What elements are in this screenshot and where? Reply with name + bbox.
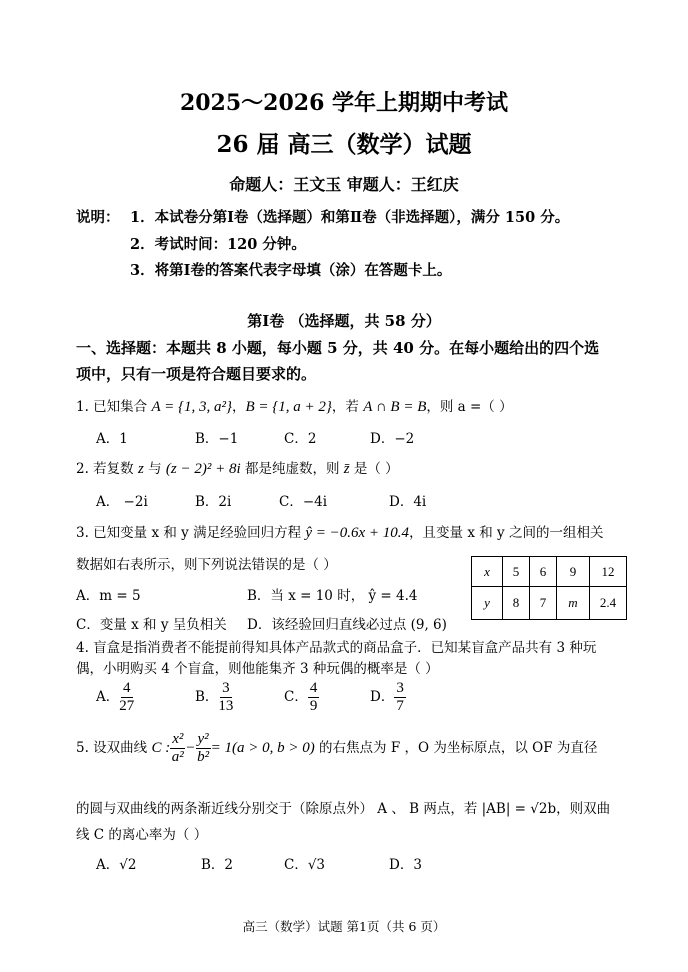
notes-label: 说明： [76,209,120,226]
question-4-line1: 4. 盲盒是指消费者不能提前得知具体产品款式的商品盒子．已知某盲盒产品共有 3 种玩 [76,640,597,656]
exam-authors: 命题人：王文玉 审题人：王红庆 [229,175,459,194]
q4-option-b: B． $\frac{3}{13}$ [195,680,234,714]
set-a: A = {1, 3, a²} [151,399,232,415]
q1-option-a: A．1 [96,431,128,447]
question-5-line2: 的圆与双曲线的两条渐近线分别交于（除原点外） A 、 B 两点，若 |AB| = √2b，则双曲 [76,801,611,817]
q3-option-b: B．当 x = 10 时， ŷ = 4.4 [247,588,418,604]
question-3-line1: 3. 已知变量 x 和 y 满足经验回归方程 ŷ = −0.6x + 10.4，且变量 x 和 y 之间的一组相关 [76,525,604,541]
q1-option-b: B．−1 [195,431,239,447]
table-row: y 8 7 m 2.4 [472,587,627,620]
q1-option-d: D．−2 [370,431,415,447]
page-footer: 高三（数学）试题 第1页（共 6 页） [242,919,446,934]
regression-equation: ŷ = −0.6x + 10.4 [305,525,410,541]
complex-expression: (z − 2)² + 8i [165,461,241,477]
q5-option-a: A．√2 [96,857,137,873]
note-item-1: 1．本试卷分第Ⅰ卷（选择题）和第Ⅱ卷（非选择题），满分 150 分。 [130,209,570,226]
section-intro-line1: 一、选择题：本题共 8 小题，每小题 5 分，共 40 分。在每小题给出的四个选 [76,339,600,357]
question-5-line3: 线 C 的离心率为（ ） [76,827,208,843]
q5-option-b: B．2 [201,857,234,873]
set-b: B = {1, a + 2} [245,399,332,415]
q2-option-d: D．4i [389,494,427,510]
exam-subtitle: 26 届 高三（数学）试题 [216,131,472,158]
exam-title: 2025～2026 学年上期期中考试 [179,90,509,116]
q4-option-d: D． $\frac{3}{7}$ [370,680,404,714]
set-condition: A ∩ B = B [363,399,427,415]
question-2: 2. 若复数 z 与 (z − 2)² + 8i 都是纯虚数，则 z̄ 是（ ） [76,461,399,477]
q1-option-c: C．2 [284,431,317,447]
q3-option-c: C．变量 x 和 y 呈负相关 [76,617,227,633]
q4-option-a: A． $\frac{4}{27}$ [96,680,135,714]
section-intro-line2: 项中，只有一项是符合题目要求的。 [76,365,317,383]
q3-option-a: A．m = 5 [76,588,141,604]
question-3-line2: 数据如右表所示，则下列说法错误的是（ ） [76,557,337,573]
q2-option-c: C．−4i [279,494,328,510]
question-1: 1. 已知集合 A = {1, 3, a²}，B = {1, a + 2}，若 A ∩ B = B，则 a =（ ） [76,399,513,415]
q5-option-d: D．3 [389,857,422,873]
q4-option-c: C． $\frac{4}{9}$ [284,680,318,714]
section-title: 第Ⅰ卷 （选择题，共 58 分） [247,312,441,330]
data-table [471,556,627,620]
note-item-2: 2．考试时间：120 分钟。 [130,236,306,253]
q5-option-c: C．√3 [284,857,326,873]
q2-option-b: B．2i [195,494,232,510]
q2-option-a: A． −2i [96,494,148,510]
question-5-line1: 5. 设双曲线 C : $\frac{\text{x²}}{\text{a²}}$ − $\frac{\text{y²}}{\text{b²}}$ = 1(a > 0, b > 0) 的右焦点为 F ，O 为坐标原点，以 OF 为直径 [76,731,598,765]
note-item-3: 3．将第Ⅰ卷的答案代表字母填（涂）在答题卡上。 [130,262,452,279]
table-row: x 5 6 9 12 [472,557,627,587]
question-4-line2: 偶，小明购买 4 个盲盒，则他能集齐 3 种玩偶的概率是（ ） [76,661,439,677]
q3-option-d: D．该经验回归直线必过点 (9, 6) [247,617,447,633]
